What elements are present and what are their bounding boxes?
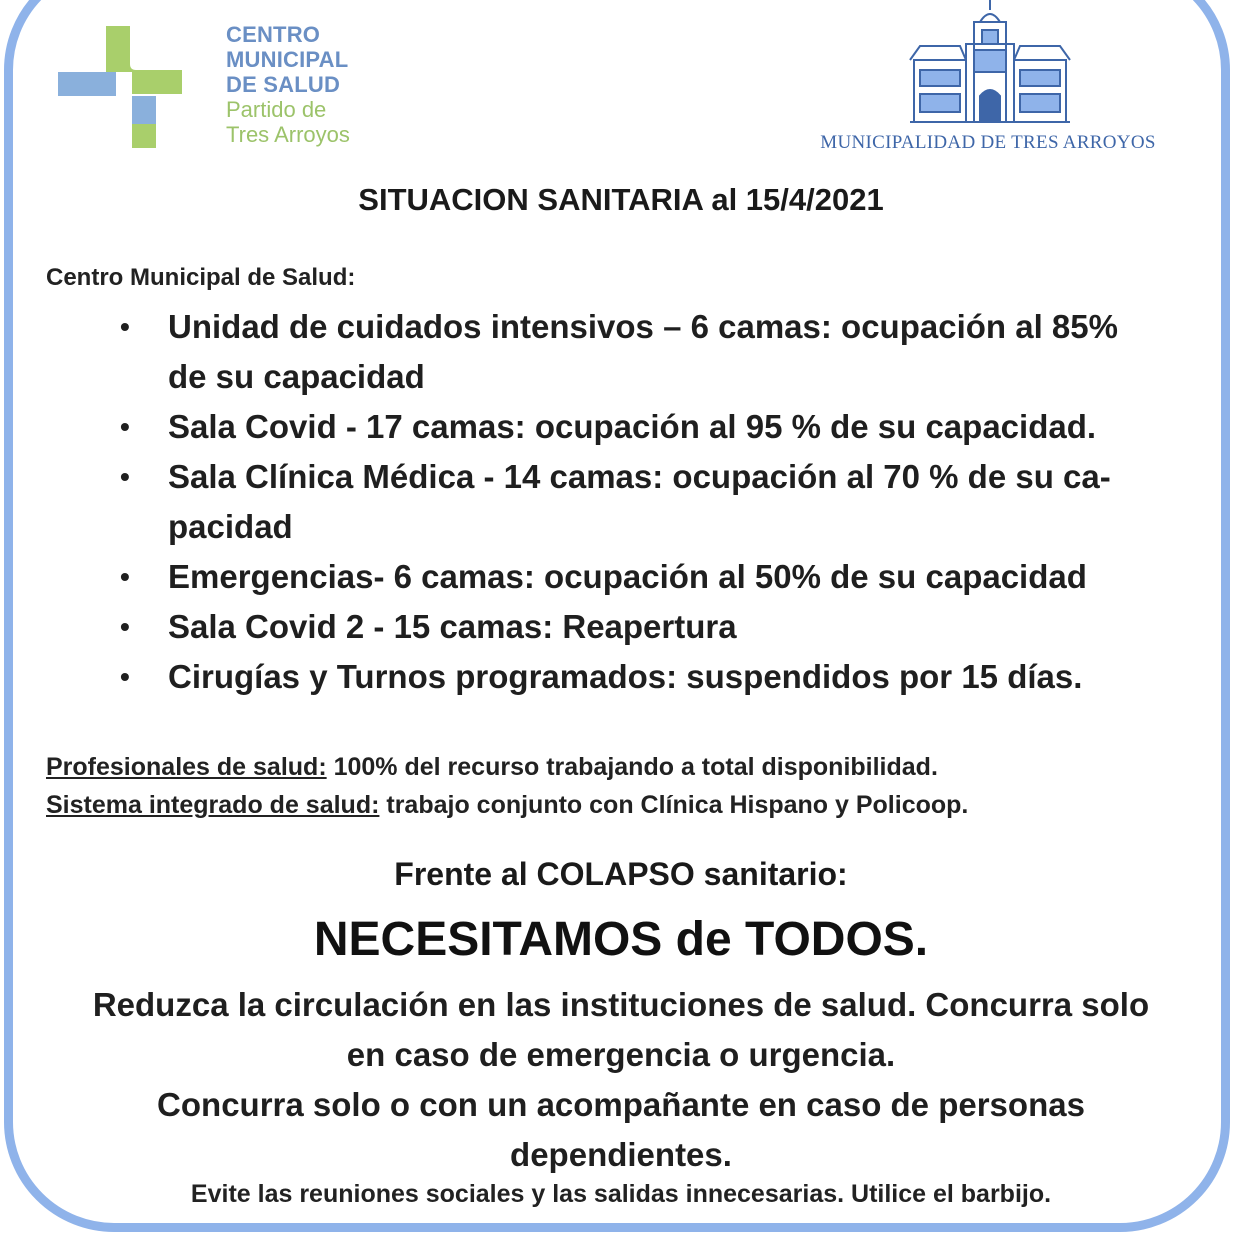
bullet-icon: • xyxy=(120,461,130,492)
necesitamos-heading: NECESITAMOS de TODOS. xyxy=(313,913,929,966)
municipalidad-logo-text: MUNICIPALIDAD DE TRES ARROYOS xyxy=(820,132,1156,153)
list-item xyxy=(118,302,1198,402)
list-item xyxy=(118,402,1198,452)
list-item-line: Emergencias- 6 camas: ocupación al 50% de su capacidad xyxy=(168,558,1087,595)
list-item xyxy=(118,452,1198,552)
status-list xyxy=(118,302,1198,702)
bullet-icon: • xyxy=(120,611,130,642)
system-line xyxy=(46,786,968,824)
bullet-icon: • xyxy=(120,661,130,692)
bullet-icon: • xyxy=(120,561,130,592)
list-item xyxy=(118,652,1198,702)
municipal-building-icon xyxy=(908,0,1072,124)
list-item-line: Sala Covid 2 - 15 camas: Reapertura xyxy=(168,608,737,645)
bullet-icon: • xyxy=(120,411,130,442)
professionals-text: 100% del recurso trabajando a total disponibilidad. xyxy=(326,753,938,781)
list-item-line: Sala Clínica Médica - 14 camas: ocupación al 70 % de su ca- xyxy=(168,458,1111,495)
recommendations-block xyxy=(40,980,1202,1180)
section-label: Centro Municipal de Salud: xyxy=(46,264,356,291)
health-cross-logo-icon xyxy=(56,24,184,148)
list-item-line: pacidad xyxy=(168,508,293,545)
logo-line-4: Partido de xyxy=(226,97,327,122)
logo-line-1: CENTRO xyxy=(226,22,321,47)
logo-line-2: MUNICIPAL xyxy=(226,47,349,72)
page-title: SITUACION SANITARIA al 15/4/2021 xyxy=(358,182,884,217)
recommendation-line: Reduzca la circulación en las instituciones de salud. Concurra solo xyxy=(92,986,1150,1023)
recommendation-line: en caso de emergencia o urgencia. xyxy=(346,1036,896,1073)
footer-advice: Evite las reuniones sociales y las salidas innecesarias. Utilice el barbijo. xyxy=(190,1180,1052,1208)
recommendation-line: Concurra solo o con un acompañante en caso de personas xyxy=(157,1086,1085,1123)
list-item xyxy=(118,602,1198,652)
logo-line-3: DE SALUD xyxy=(226,72,341,97)
frente-heading: Frente al COLAPSO sanitario: xyxy=(394,856,848,892)
resources-block xyxy=(46,748,968,824)
system-text: trabajo conjunto con Clínica Hispano y Policoop. xyxy=(379,791,969,819)
professionals-label: Profesionales de salud: xyxy=(46,753,327,781)
list-item xyxy=(118,552,1198,602)
list-item-line: Sala Covid - 17 camas: ocupación al 95 % de su capacidad. xyxy=(168,408,1097,445)
logo-line-5: Tres Arroyos xyxy=(226,122,350,147)
professionals-line xyxy=(46,748,968,786)
centro-municipal-logo-text xyxy=(226,22,350,147)
list-item-line: Unidad de cuidados intensivos – 6 camas: ocupación al 85% xyxy=(168,308,1118,345)
system-label: Sistema integrado de salud: xyxy=(46,791,380,819)
list-item-line: Cirugías y Turnos programados: suspendidos por 15 días. xyxy=(168,658,1083,695)
recommendation-line: dependientes. xyxy=(510,1136,732,1173)
bullet-icon: • xyxy=(120,311,130,342)
list-item-line: de su capacidad xyxy=(168,358,425,395)
